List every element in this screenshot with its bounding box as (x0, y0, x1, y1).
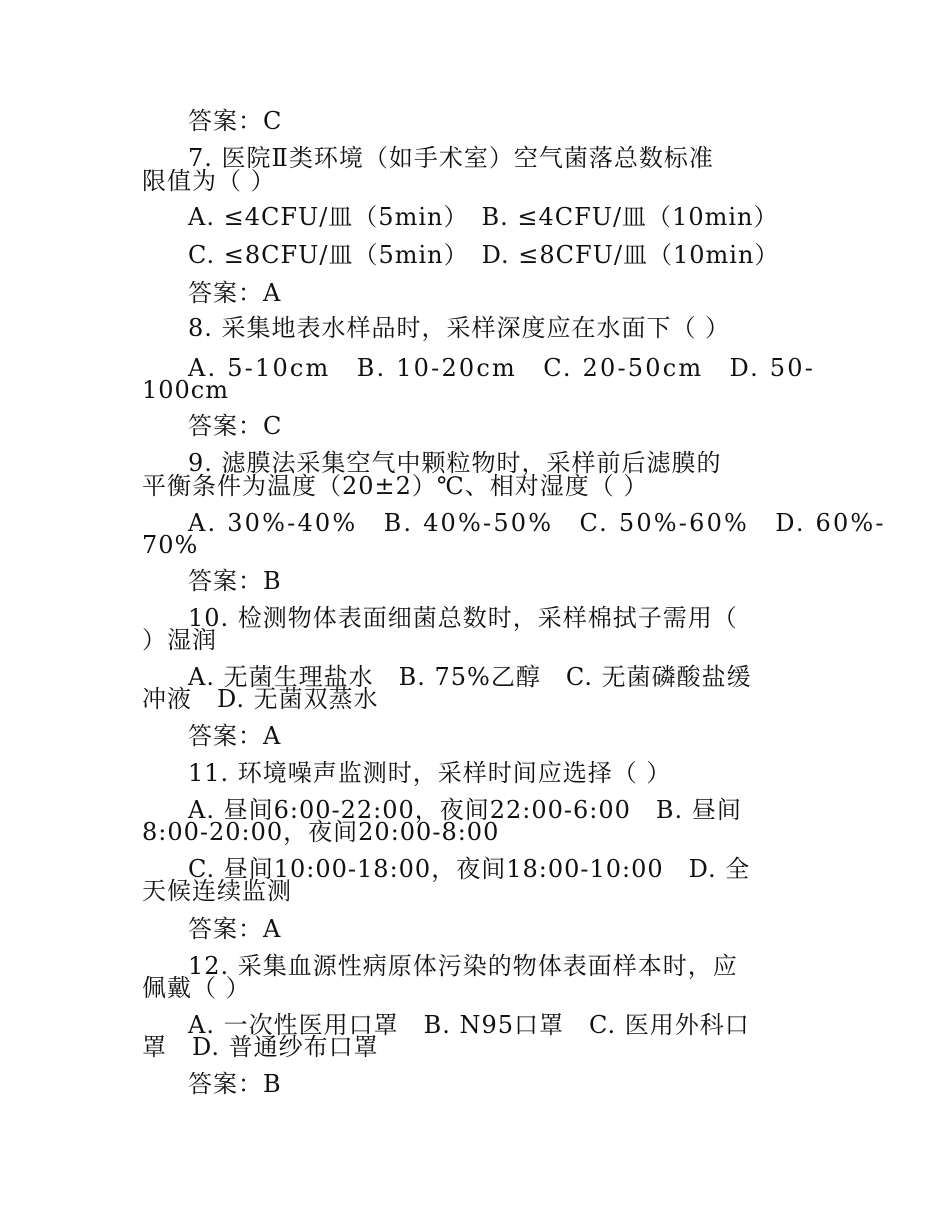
question-8-options-cont: 100cm (142, 376, 230, 404)
question-7-stem: 7. 医院Ⅱ类环境（如手术室）空气菌落总数标准 (188, 144, 714, 172)
answer-q6: 答案：C (188, 107, 283, 135)
question-7-options-cont: C. ≤8CFU/皿（5min） D. ≤8CFU/皿（10min） (188, 241, 780, 269)
answer-q8: 答案：C (188, 412, 283, 440)
question-11-options-2: C. 昼间10:00-18:00，夜间18:00-10:00 D. 全 (188, 855, 751, 883)
question-12-options-cont: 罩 D. 普通纱布口罩 (142, 1033, 379, 1061)
question-12-options: A. 一次性医用口罩 B. N95口罩 C. 医用外科口 (188, 1011, 750, 1039)
question-11-options: A. 昼间6:00-22:00，夜间22:00-6:00 B. 昼间 (188, 796, 742, 824)
question-9-stem: 9. 滤膜法采集空气中颗粒物时，采样前后滤膜的 (188, 449, 722, 477)
question-10-stem: 10. 检测物体表面细菌总数时，采样棉拭子需用（ (188, 604, 738, 632)
question-8-stem: 8. 采集地表水样品时，采样深度应在水面下（ ） (188, 314, 731, 342)
question-12-stem-cont: 佩戴（ ） (142, 974, 251, 1002)
answer-q7: 答案：A (188, 279, 282, 307)
answer-q9: 答案：B (188, 567, 282, 595)
answer-q11: 答案：A (188, 915, 282, 943)
question-10-stem-cont: ）湿润 (142, 626, 217, 654)
answer-q10: 答案：A (188, 722, 282, 750)
answer-q12: 答案：B (188, 1070, 282, 1098)
question-10-options: A. 无菌生理盐水 B. 75%乙醇 C. 无菌磷酸盐缓 (188, 663, 752, 691)
question-9-options: A. 30%-40% B. 40%-50% C. 50%-60% D. 60%- (188, 509, 886, 537)
question-11-options-cont: 8:00-20:00，夜间20:00-8:00 (142, 818, 500, 846)
question-9-options-cont: 70% (142, 531, 199, 559)
question-9-stem-cont: 平衡条件为温度（20±2）℃、相对湿度（ ） (142, 472, 649, 500)
question-7-stem-cont: 限值为（ ） (142, 167, 276, 195)
question-8-options: A. 5-10cm B. 10-20cm C. 20-50cm D. 50- (188, 354, 816, 382)
question-10-options-cont: 冲液 D. 无菌双蒸水 (142, 685, 379, 713)
question-7-options: A. ≤4CFU/皿（5min） B. ≤4CFU/皿（10min） (188, 203, 779, 231)
question-11-stem: 11. 环境噪声监测时，采样时间应选择（ ） (188, 759, 672, 787)
question-12-stem: 12. 采集血源性病原体污染的物体表面样本时，应 (188, 952, 738, 980)
question-11-options-2-cont: 天候连续监测 (142, 877, 292, 905)
